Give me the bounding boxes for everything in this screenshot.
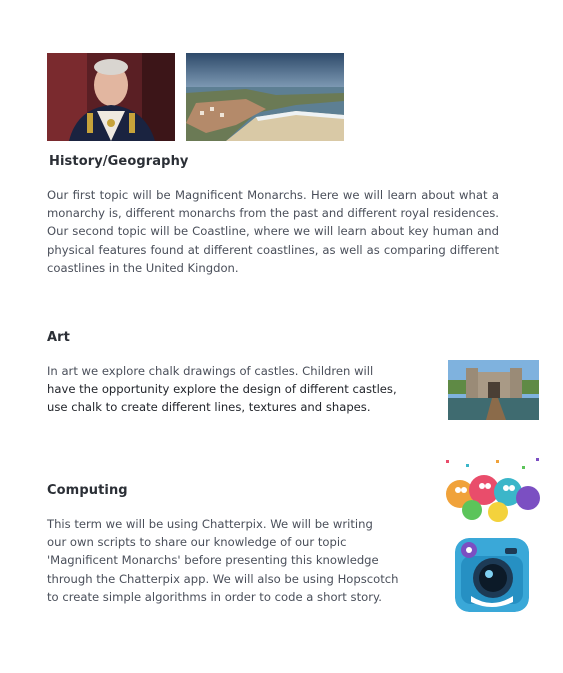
computing-line-5: to create simple algorithms in order to code a short story. [47, 589, 382, 604]
art-paragraph [47, 362, 447, 417]
art-heading: Art [47, 330, 70, 345]
history-geography-heading: History/Geography [49, 154, 189, 169]
computing-heading: Computing [47, 483, 128, 498]
computing-line-1: This term we will be using Chatterpix. We will be writing [47, 517, 373, 531]
monarch-portrait-image [47, 53, 175, 141]
computing-line-3: 'Magnificent Monarchs' before presenting this knowledge [47, 553, 379, 568]
computing-paragraph [47, 515, 447, 606]
chatterpix-monsters-image [436, 454, 546, 524]
chatterpix-app-icon [455, 538, 529, 612]
history-geography-paragraph: Our first topic will be Magnificent Monarchs. Here we will learn about what a monarchy is, different monarchs from the past and different royal residences. Our second topic will be Coastline, where we will learn about key human and physical features found at different coastlines, as well as comparing different coastlines in the United Kingdon. [47, 188, 499, 275]
computing-line-4: through the Chatterpix app. We will also be using Hopscotch [47, 571, 399, 586]
coastline-photo-image [186, 53, 344, 141]
castle-photo-image [448, 360, 539, 420]
art-line-3: use chalk to create different lines, textures and shapes. [47, 400, 371, 415]
computing-line-2: our own scripts to share our knowledge of our topic [47, 535, 347, 550]
art-line-1: In art we explore chalk drawings of castles. Children will [47, 364, 374, 378]
art-line-2: have the opportunity explore the design of different castles, [47, 382, 397, 397]
